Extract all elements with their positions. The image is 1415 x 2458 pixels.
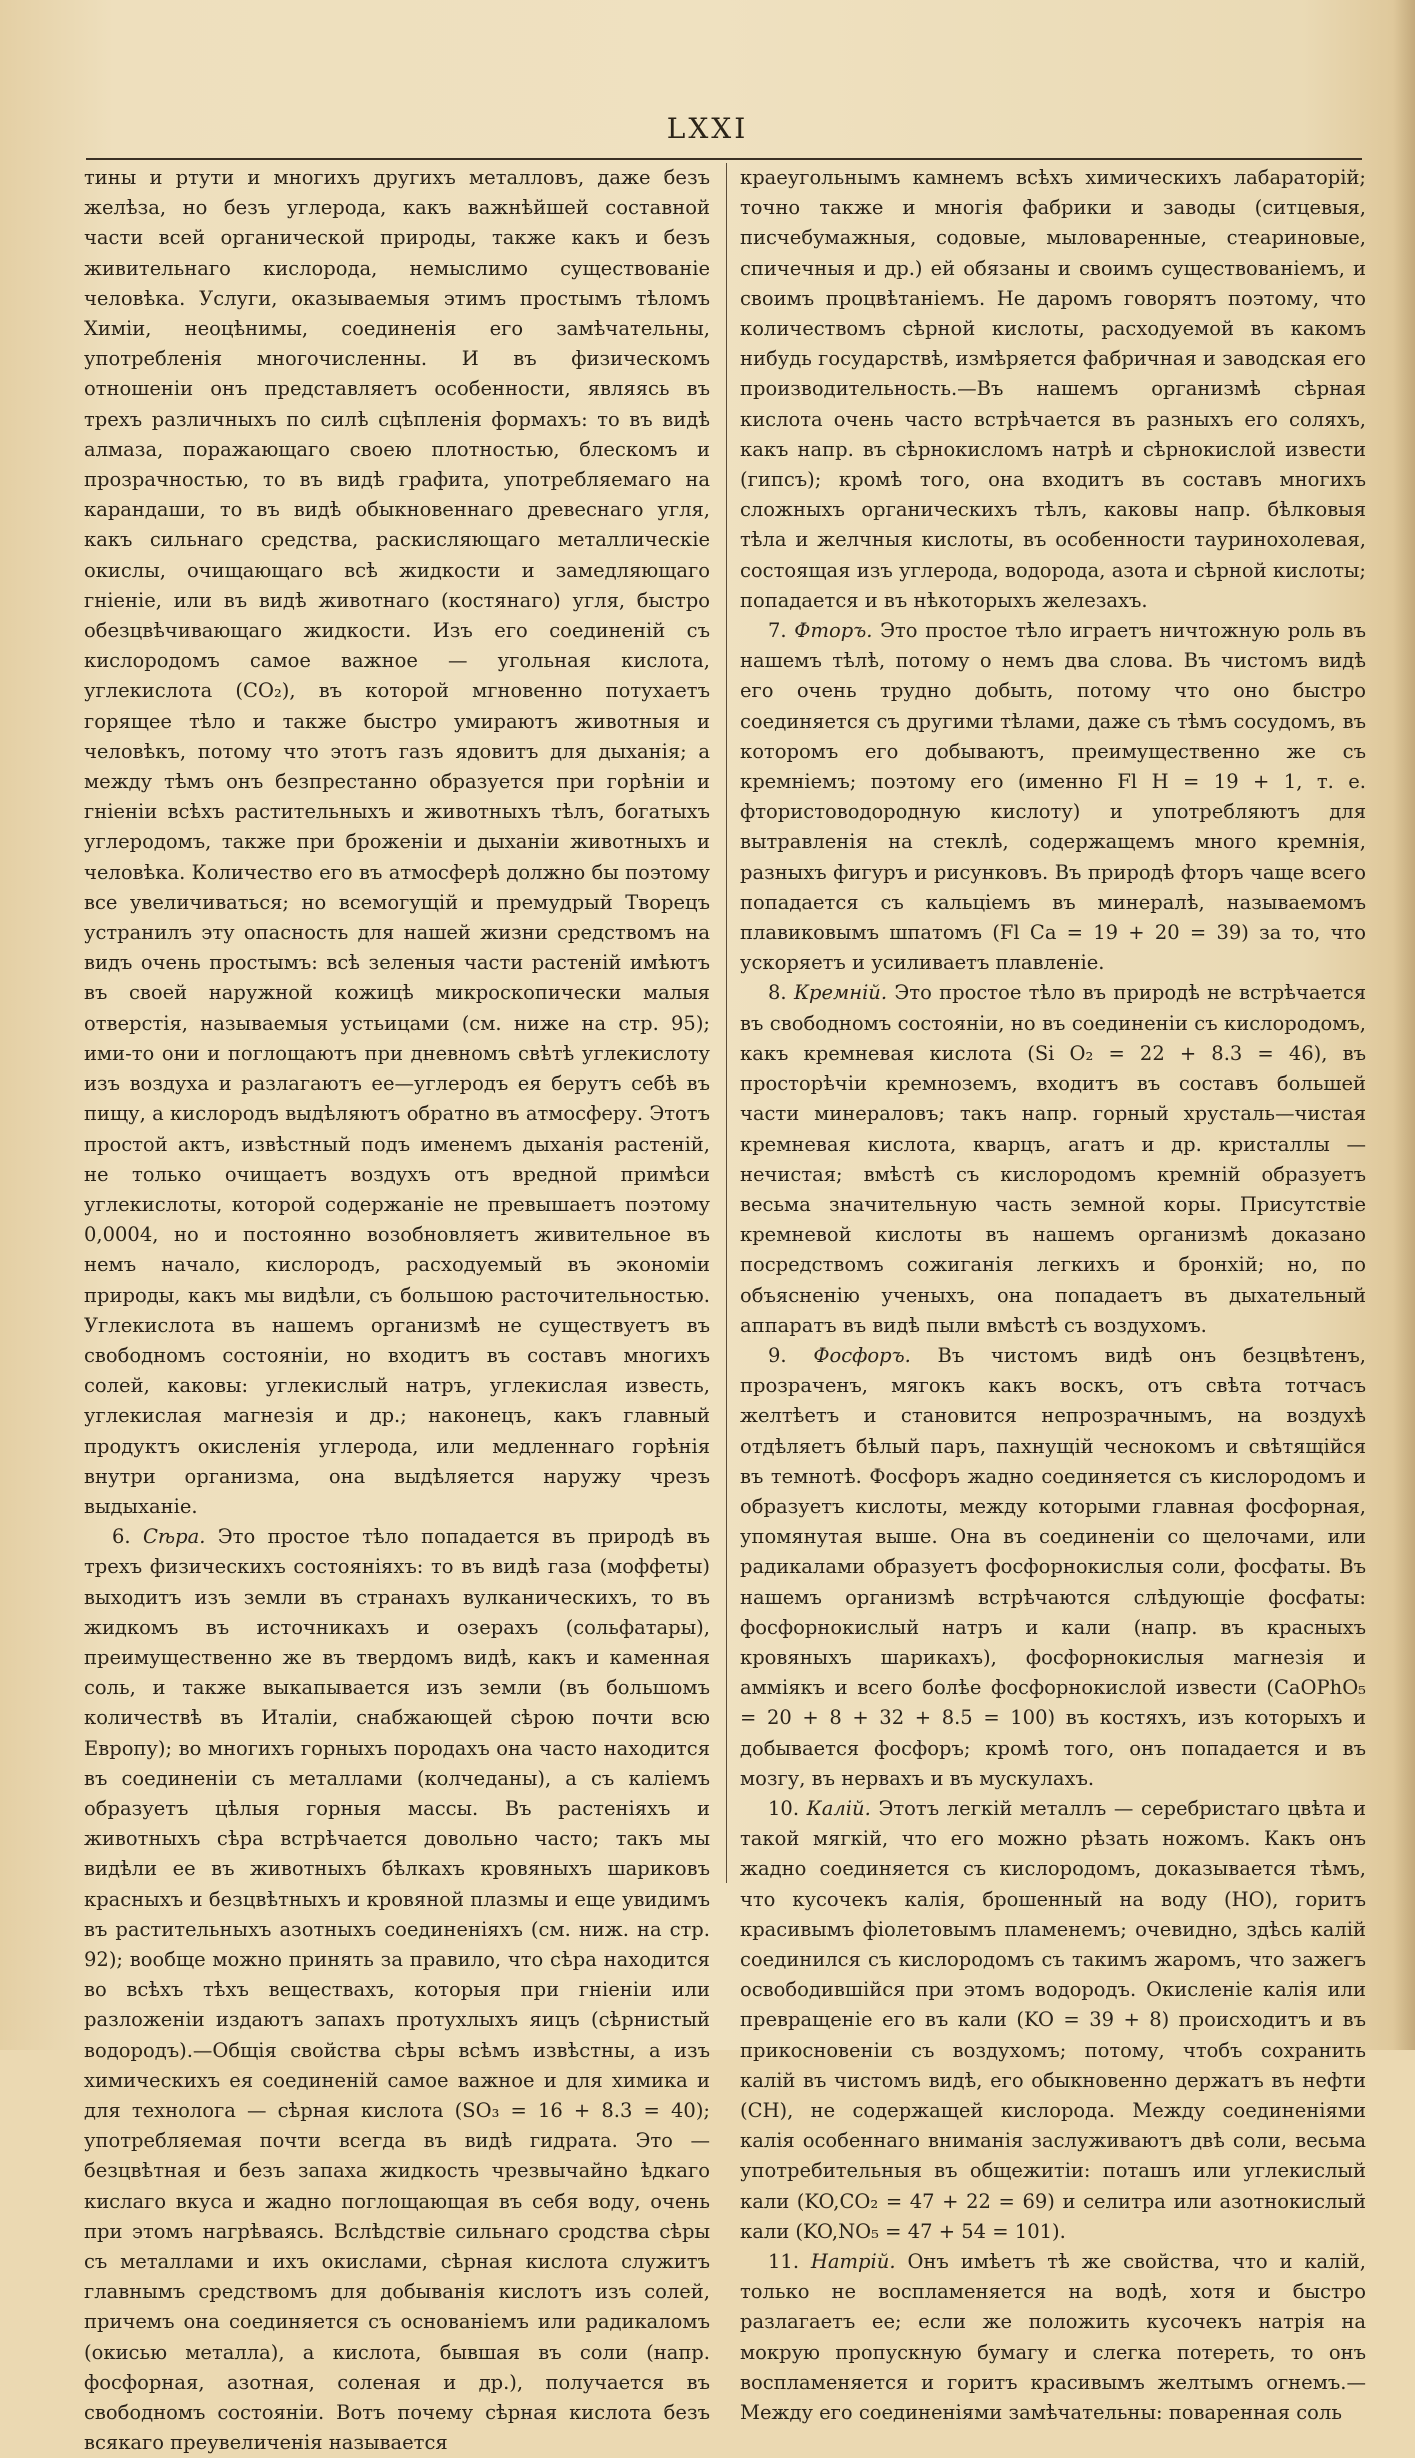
section-heading-potassium: Калій. [806,1796,871,1820]
section-number: 8. [768,981,787,1005]
page-edge-shadow [1393,0,1415,2050]
paragraph-sulfur [84,1522,710,2458]
section-text: Въ чистомъ видѣ онъ безцвѣтенъ, прозраченъ, мягокъ какъ воскъ, отъ свѣта тотчасъ желтѣетъ и становится непрозрачнымъ, на воздухѣ отдѣляетъ бѣлый паръ, пахнущій чеснокомъ и свѣтящійся въ темнотѣ. Фосфоръ жадно соединяется съ кислородомъ и образуетъ кислоты, между которыми главная фосфорная, упомянутая выше. Она въ соединеніи со щелочами, или радикалами образуетъ фосфорнокислыя соли, фосфаты. Въ нашемъ организмѣ встрѣчаются слѣдующіе фосфаты: фосфорнокислый натръ и кали (напр. въ красныхъ кровяныхъ шарикахъ), фосфорнокислыя магнезія и аммiякъ и всего болѣе фосфорнокислой извести (CaOPhO₅ = 20 + 8 + 32 + 8.5 = 100) въ костяхъ, изъ которыхъ и добывается фосфоръ; кромѣ того, онъ попадается и въ мозгу, въ нервахъ и въ мускулахъ. [740,1343,1366,1790]
section-heading-sulfur: Сѣра. [142,1525,206,1549]
section-number: 6. [112,1525,131,1549]
section-text: Это простое тѣло играетъ ничтожную роль въ нашемъ тѣлѣ, потому о немъ два слова. Въ чистомъ видѣ его очень трудно добыть, потому что оно быстро соединяется съ другими тѣлами, даже съ тѣмъ сосудомъ, въ которомъ его добываютъ, преимущественно же съ кремніемъ; поэтому его (именно Fl H = 19 + 1, т. е. фтористоводородную кислоту) и употребляютъ для вытравленія на стеклѣ, содержащемъ много кремнія, разныхъ фигуръ и рисунковъ. Въ природѣ фторъ чаще всего попадается съ кальціемъ въ минералѣ, называемомъ плавиковымъ шпатомъ (Fl Ca = 19 + 20 = 39) за то, что ускоряетъ и усиливаетъ плавленіе. [740,619,1366,975]
section-number: 7. [768,619,787,643]
paragraph-sodium [740,2247,1366,2428]
column-divider [726,163,727,1883]
section-heading-sodium: Натрій. [810,2250,896,2274]
page-number: LXXI [666,112,749,145]
paragraph-phosphorus [740,1341,1366,1794]
section-number: 10. [768,1796,800,1820]
paragraph-carbon-cont: тины и ртути и многихъ другихъ металловъ, даже безъ желѣза, но безъ углерода, какъ важнѣйшей составной части всей органической природы, также какъ и безъ живительнаго кислорода, немыслимо существованіе человѣка. Услуги, оказываемыя этимъ простымъ тѣломъ Химіи, неоцѣнимы, соединенія его замѣчательны, употребленія многочисленны. И въ физическомъ отношеніи онъ представляетъ особенности, являясь въ трехъ различныхъ по силѣ сцѣпленія формахъ: то въ видѣ алмаза, поражающаго своею плотностью, блескомъ и прозрачностью, то въ видѣ графита, употребляемаго на карандаши, то въ видѣ обыкновеннаго древеснаго угля, какъ сильнаго средства, раскисляющаго металлическіе окислы, очищающаго всѣ жидкости и замедляющаго гніеніе, или въ видѣ животнаго (костянаго) угля, быстро обезцвѣчивающаго жидкости. Изъ его соединеній съ кислородомъ самое важное — угольная кислота, углекислота (CO₂), въ которой мгновенно потухаетъ горящее тѣло и также быстро умираютъ животныя и человѣкъ, потому что этотъ газъ ядовитъ для дыханія; а между тѣмъ онъ безпрестанно образуется при горѣніи и гніеніи всѣхъ растительныхъ и животныхъ тѣлъ, богатыхъ углеродомъ, также при броженіи и дыханіи животныхъ и человѣка. Количество его въ атмосферѣ должно бы поэтому все увеличиваться; но всемогущій и премудрый Творецъ устранилъ эту опасность для нашей жизни средствомъ на видъ очень простымъ: всѣ зеленыя части растеній имѣютъ въ своей наружной кожицѣ микроскопически малыя отверстія, называемыя устьицами (см. ниже на стр. 95); ими-то они и поглощаютъ при дневномъ свѣтѣ углекислоту изъ воздуха и разлагаютъ ее—углеродъ ея берутъ себѣ въ пищу, а кислородъ выдѣляютъ обратно въ атмосферу. Этотъ простой актъ, извѣстный подъ именемъ дыханія растеній, не только очищаетъ воздухъ отъ вредной примѣси углекислоты, которой содержаніе не превышаетъ поэтому 0,0004, но и постоянно возобновляетъ живительное въ немъ начало, кислородъ, расходуемый въ экономіи природы, какъ мы видѣли, съ большою расточительностью. Углекислота въ нашемъ организмѣ не существуетъ въ свободномъ состояніи, но входитъ въ составъ многихъ солей, каковы: углекислый натръ, углекислая известь, углекислая магнезія и др.; наконецъ, какъ главный продуктъ окисленія углерода, или медленнаго горѣнія внутри организма, она выдѣляется наружу чрезъ выдыханіе. [84,166,710,1518]
paragraph-potassium [740,1794,1366,2247]
section-heading-phosphorus: Фосфоръ. [813,1343,911,1367]
section-text: Это простое тѣло попадается въ природѣ въ трехъ физическихъ состояніяхъ: то въ видѣ газа (моффеты) выходитъ изъ земли въ странахъ вулканическихъ, то въ жидкомъ въ источникахъ и озерахъ (сольфатары), преимущественно же въ твердомъ видѣ, какъ и каменная соль, и также выкапывается изъ земли (въ большомъ количествѣ въ Италіи, снабжающей сѣрою почти всю Европу); во многихъ горныхъ породахъ она часто находится въ соединеніи съ металлами (колчеданы), а съ каліемъ образуетъ цѣлыя горныя массы. Въ растеніяхъ и животныхъ сѣра встрѣчается довольно часто; такъ мы видѣли ее въ животныхъ бѣлкахъ кровяныхъ шариковъ красныхъ и безцвѣтныхъ и кровяной плазмы и еще увидимъ въ растительныхъ азотныхъ соединеніяхъ (см. ниж. на стр. 92); вообще можно принять за правило, что сѣра находится во всѣхъ тѣхъ веществахъ, которыя при гніеніи или разложеніи издаютъ запахъ протухлыхъ яицъ (сѣрнистый водородъ).—Общія свойства сѣры всѣмъ извѣстны, а изъ химическихъ ея соединеній самое важное и для химика и для технолога — сѣрная кислота (SO₃ = 16 + 8.3 = 40); употребляемая почти всегда въ видѣ гидрата. Это — безцвѣтная и безъ запаха жидкость чрезвычайно ѣдкаго кислаго вкуса и жадно поглощающая въ себя воду, очень при этомъ нагрѣваясь. Вслѣдствіе сильнаго сродства сѣры съ металлами и ихъ окислами, сѣрная кислота служитъ главнымъ средствомъ для добыванія кислотъ изъ солей, причемъ она соединяется съ основаніемъ или радикаломъ (окисью металла), а кислота, бывшая въ соли (напр. фосфорная, азотная, соленая и др.), получается въ свободномъ состояніи. Вотъ почему сѣрная кислота безъ всякаго преувеличенія называется [84,1525,710,2455]
section-number: 9. [768,1343,787,1367]
section-heading-fluorine: Фторъ. [794,619,873,643]
left-column [84,163,710,2455]
section-number: 11. [768,2250,800,2274]
header-rule [86,158,1362,160]
right-column [740,163,1367,2425]
section-text: Этотъ легкій металлъ — серебристаго цвѣта и такой мягкій, что его можно рѣзать ножомъ. Какъ онъ жадно соединяется съ кислородомъ, доказывается тѣмъ, что кусочекъ калія, брошенный на воду (HO), горитъ красивымъ фіолетовымъ пламенемъ; очевидно, здѣсь калій соединился съ кислородомъ съ такимъ жаромъ, что зажегъ освободившійся при этомъ водородъ. Окисленіе калія или превращеніе его въ кали (KO = 39 + 8) происходитъ и въ прикосновеніи съ воздухомъ; потому, чтобъ сохранить калій въ чистомъ видѣ, его обыкновенно держатъ въ нефти (CH), не содержащей кислорода. Между соединеніями калія особеннаго вниманія заслуживаютъ двѣ соли, весьма употребительныя въ общежитіи: поташъ или углекислый кали (KO,CO₂ = 47 + 22 = 69) и селитра или азотнокислый кали (KO,NO₅ = 47 + 54 = 101). [740,1796,1367,2243]
section-text: Это простое тѣло въ природѣ не встрѣчается въ свободномъ состояніи, но въ соединеніи съ кислородомъ, какъ кремневая кислота (Si O₂ = 22 + 8.3 = 46), въ просторѣчіи кремноземъ, входитъ въ составъ большей части минераловъ; такъ напр. горный хрусталь—чистая кремневая кислота, кварцъ, агатъ и др. кристаллы — нечистая; вмѣстѣ съ кислородомъ кремній образуетъ весьма значительную часть земной коры. Присутствіе кремневой кислоты въ нашемъ организмѣ доказано посредствомъ сожиганія легкихъ и бронхій; но, по объясненію ученыхъ, она попадаетъ въ дыхательный аппаратъ въ видѣ пыли вмѣстѣ съ воздухомъ. [740,981,1367,1337]
section-heading-silicon: Кремній. [793,981,888,1005]
paragraph-sulfuric-cont: краеугольнымъ камнемъ всѣхъ химическихъ лабараторій; точно также и многія фабрики и заводы (ситцевыя, писчебумажныя, содовые, мыловаренные, стеариновые, спичечныя и др.) ей обязаны и своимъ существованіемъ, и своимъ процвѣтаніемъ. Не даромъ говорятъ поэтому, что количествомъ сѣрной кислоты, расходуемой въ какомъ нибудь государствѣ, измѣряется фабричная и заводская его производительность.—Въ нашемъ организмѣ сѣрная кислота очень часто встрѣчается въ разныхъ его соляхъ, какъ напр. въ сѣрнокисломъ натрѣ и сѣрнокислой извести (гипсъ); кромѣ того, она входитъ въ составъ многихъ сложныхъ органическихъ тѣлъ, каковы напр. бѣлковыя тѣла и желчныя кислоты, въ особенности тауринохолевая, состоящая изъ углерода, водорода, азота и сѣрной кислоты; попадается и въ нѣкоторыхъ железахъ. [740,166,1366,612]
paragraph-silicon [740,978,1366,1340]
section-text: Онъ имѣетъ тѣ же свойства, что и калій, только не воспламеняется на водѣ, хотя и быстро разлагаетъ ее; если же положить кусочекъ натрія на мокрую пропускную бумагу и слегка потереть, то онъ воспламеняется и горитъ красивымъ желтымъ огнемъ.— Между его соединеніями замѣчательны: поваренная соль [740,2250,1366,2425]
paragraph-fluorine [740,616,1366,978]
